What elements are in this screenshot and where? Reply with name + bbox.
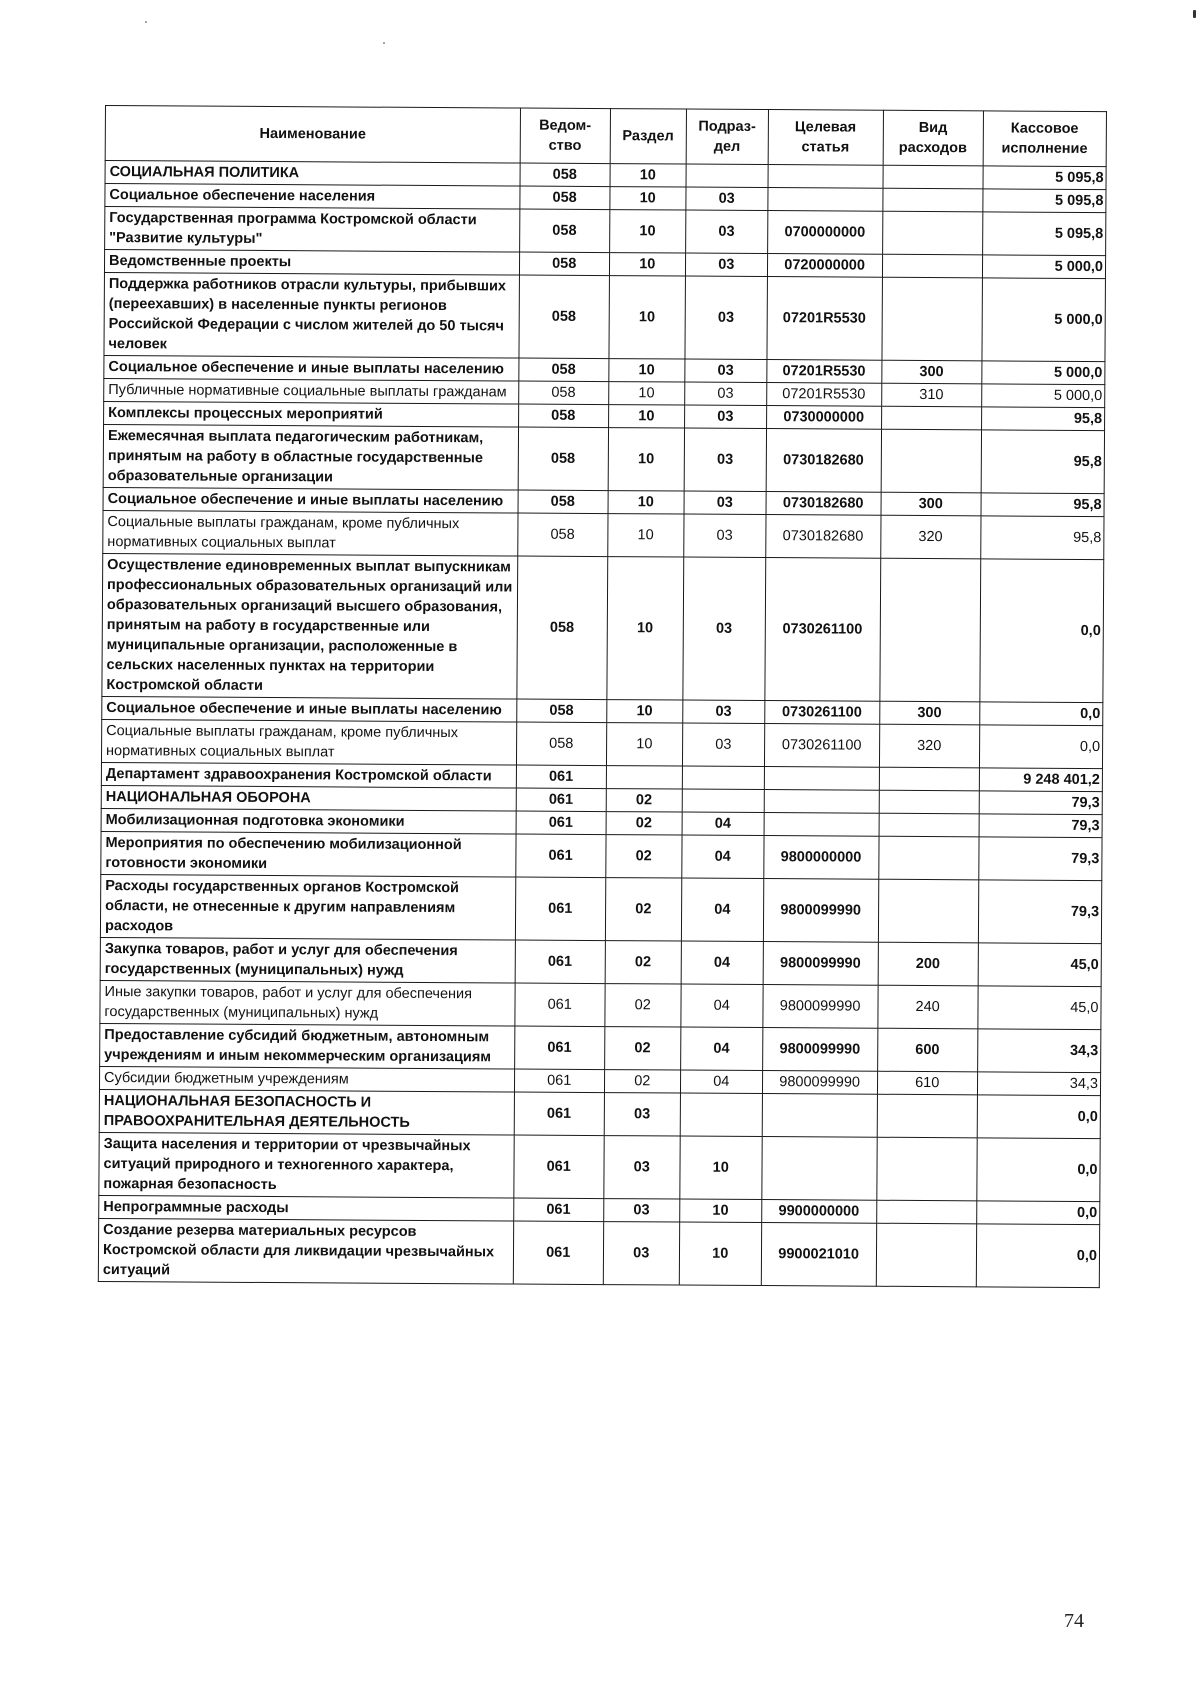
- row-department: 058: [519, 209, 609, 253]
- table-row: [103, 510, 1104, 559]
- row-target-item: [762, 1094, 877, 1138]
- row-section: 03: [603, 1199, 680, 1222]
- row-department: 058: [518, 404, 608, 428]
- table-row: [105, 207, 1106, 256]
- row-expense-type: 600: [877, 1028, 977, 1072]
- row-target-item: [764, 790, 879, 814]
- row-target-item: 0730000000: [766, 406, 881, 430]
- row-cash-execution: 95,8: [981, 430, 1105, 494]
- row-section: 10: [606, 723, 683, 766]
- row-department: 061: [515, 983, 605, 1027]
- row-subsection: 10: [680, 1199, 762, 1222]
- row-target-item: 9800099990: [763, 879, 879, 943]
- row-expense-type: [876, 1200, 976, 1224]
- row-expense-type: [877, 1137, 977, 1201]
- row-subsection: 03: [683, 700, 765, 723]
- row-target-item: 9800099990: [763, 942, 878, 986]
- row-name: Государственная программа Костромской области "Развитие культуры": [105, 207, 520, 253]
- header-section: Раздел: [610, 109, 687, 164]
- row-cash-execution: 95,8: [980, 516, 1104, 560]
- row-subsection: 04: [680, 1070, 762, 1093]
- row-cash-execution: 79,3: [979, 814, 1103, 838]
- row-expense-type: [878, 879, 978, 943]
- row-department: 061: [515, 877, 605, 941]
- row-expense-type: [879, 813, 979, 837]
- row-name: Поддержка работников отрасли культуры, прибывших (переехавших) в населенные пункты регионов Российской Федерации с числом жителей до 50 тысяч человек: [104, 272, 519, 358]
- row-target-item: 0730261100: [764, 701, 879, 725]
- row-subsection: 10: [680, 1136, 762, 1199]
- row-cash-execution: 0,0: [976, 1201, 1100, 1225]
- row-cash-execution: 0,0: [979, 702, 1103, 726]
- table-row: [101, 831, 1102, 880]
- row-name: Иные закупки товаров, работ и услуг для обеспечения государственных (муниципальных) нужд: [100, 980, 515, 1026]
- row-target-item: 9800000000: [763, 836, 878, 880]
- row-name: Публичные нормативные социальные выплаты гражданам: [104, 378, 519, 404]
- row-section: 02: [605, 835, 682, 878]
- row-section: 03: [604, 1093, 681, 1136]
- table-header-row: [105, 106, 1106, 167]
- scan-speck: [383, 42, 385, 44]
- row-cash-execution: 0,0: [977, 1095, 1101, 1139]
- row-name: СОЦИАЛЬНАЯ ПОЛИТИКА: [105, 161, 520, 187]
- row-expense-type: 300: [879, 701, 979, 725]
- row-section: 10: [606, 557, 683, 700]
- header-expense-type: Вид расходов: [883, 110, 983, 166]
- row-cash-execution: 0,0: [979, 725, 1103, 769]
- row-target-item: 07201R5530: [766, 277, 882, 361]
- row-name: Социальное обеспечение населения: [105, 184, 520, 210]
- row-target-item: [761, 1137, 877, 1201]
- table-row: [100, 1023, 1101, 1072]
- table-row: [100, 980, 1101, 1029]
- row-section: 10: [609, 187, 686, 210]
- row-target-item: 0730261100: [764, 558, 880, 702]
- row-name: Социальное обеспечение и иные выплаты населению: [104, 355, 519, 381]
- row-subsection: 03: [683, 557, 765, 700]
- row-section: 10: [609, 210, 686, 253]
- row-department: 061: [516, 788, 606, 812]
- row-subsection: [682, 766, 764, 789]
- row-subsection: 03: [684, 491, 766, 514]
- row-name: Ведомственные проекты: [104, 250, 519, 276]
- row-subsection: 03: [684, 428, 766, 491]
- row-expense-type: [881, 406, 981, 430]
- row-name: Создание резерва материальных ресурсов Костромской области для ликвидации чрезвычайных ситуаций: [98, 1218, 513, 1284]
- row-cash-execution: 34,3: [977, 1072, 1101, 1096]
- row-cash-execution: 5 000,0: [981, 361, 1105, 385]
- row-target-item: 0730182680: [765, 515, 880, 559]
- row-target-item: 9800099990: [762, 1071, 877, 1095]
- row-expense-type: [883, 188, 983, 212]
- row-subsection: 03: [685, 359, 767, 382]
- row-section: [606, 766, 683, 789]
- table-row: [100, 874, 1101, 943]
- row-section: 10: [608, 428, 685, 491]
- row-department: 058: [519, 275, 609, 359]
- row-name: Комплексы процессных мероприятий: [104, 401, 519, 427]
- row-expense-type: [879, 790, 979, 814]
- row-expense-type: [882, 254, 982, 278]
- row-subsection: [686, 164, 768, 187]
- row-name: Социальные выплаты гражданам, кроме публичных нормативных социальных выплат: [101, 719, 516, 765]
- row-expense-type: 300: [881, 492, 981, 516]
- row-section: 03: [603, 1222, 680, 1285]
- row-cash-execution: 45,0: [977, 986, 1101, 1030]
- table-row: [102, 553, 1104, 702]
- row-section: 10: [608, 491, 685, 514]
- row-department: 058: [516, 722, 606, 766]
- row-target-item: [767, 188, 882, 212]
- header-target-item: Целевая статья: [768, 110, 884, 166]
- row-section: 02: [605, 878, 682, 941]
- row-name: Закупка товаров, работ и услуг для обеспечения государственных (муниципальных) нужд: [100, 937, 515, 983]
- row-expense-type: [882, 277, 982, 361]
- row-subsection: 03: [682, 723, 764, 766]
- table-row: [101, 719, 1102, 768]
- row-section: 03: [603, 1136, 680, 1199]
- header-cash-execution: Кассовое исполнение: [983, 111, 1107, 167]
- row-department: 061: [514, 1092, 604, 1136]
- row-name: Расходы государственных органов Костромской области, не отнесенные к другим направлениям расходов: [100, 874, 515, 940]
- row-subsection: 03: [685, 276, 767, 359]
- row-name: Мобилизационная подготовка экономики: [101, 808, 516, 834]
- row-cash-execution: 95,8: [981, 407, 1105, 431]
- row-target-item: 07201R5530: [766, 360, 881, 384]
- row-department: 058: [519, 358, 609, 382]
- row-cash-execution: 5 000,0: [981, 384, 1105, 408]
- row-cash-execution: 79,3: [979, 791, 1103, 815]
- row-target-item: 0730182680: [766, 492, 881, 516]
- row-subsection: 10: [679, 1222, 761, 1285]
- row-subsection: 04: [681, 1027, 763, 1070]
- row-department: 061: [514, 1198, 604, 1222]
- row-expense-type: [880, 558, 981, 702]
- row-target-item: 07201R5530: [766, 383, 881, 407]
- row-subsection: 03: [686, 187, 768, 210]
- row-department: 058: [517, 699, 607, 723]
- row-department: 058: [519, 252, 609, 276]
- row-expense-type: [876, 1223, 976, 1287]
- row-cash-execution: 95,8: [981, 493, 1105, 517]
- row-expense-type: [881, 429, 981, 493]
- row-cash-execution: 79,3: [978, 837, 1102, 881]
- row-subsection: 03: [685, 382, 767, 405]
- header-name: Наименование: [105, 106, 520, 164]
- row-target-item: 0700000000: [767, 211, 882, 255]
- row-name: Ежемесячная выплата педагогическим работникам, принятым на работу в областные государственные образовательные организации: [103, 424, 518, 490]
- row-section: 10: [607, 514, 684, 557]
- header-department: Ведом- ство: [520, 108, 610, 164]
- table-row: [99, 1132, 1100, 1201]
- table-body: [98, 161, 1106, 1288]
- row-name: Социальные выплаты гражданам, кроме публичных нормативных социальных выплат: [103, 510, 518, 556]
- row-name: Предоставление субсидий бюджетным, автономным учреждениям и иным некоммерческим организациям: [100, 1023, 515, 1069]
- row-section: 02: [604, 984, 681, 1027]
- row-subsection: 04: [682, 812, 764, 835]
- row-expense-type: 320: [879, 724, 979, 768]
- row-name: Социальное обеспечение и иные выплаты населению: [102, 696, 517, 722]
- row-section: 02: [606, 789, 683, 812]
- header-subsection: Подраз- дел: [686, 109, 768, 164]
- row-cash-execution: 9 248 401,2: [979, 768, 1103, 792]
- table-row: [99, 1089, 1100, 1138]
- row-name: Мероприятия по обеспечению мобилизационной готовности экономики: [101, 831, 516, 877]
- budget-execution-table: [98, 105, 1107, 1288]
- row-section: 10: [608, 359, 685, 382]
- row-subsection: [680, 1093, 762, 1136]
- row-section: 02: [606, 812, 683, 835]
- row-subsection: 03: [684, 514, 766, 557]
- row-name: Социальное обеспечение и иные выплаты населению: [103, 487, 518, 513]
- row-name: Субсидии бюджетным учреждениям: [99, 1066, 514, 1092]
- row-name: Непрограммные расходы: [99, 1195, 514, 1221]
- row-cash-execution: 5 095,8: [983, 166, 1107, 190]
- row-department: 058: [520, 186, 610, 210]
- row-section: 10: [609, 253, 686, 276]
- row-subsection: 04: [682, 835, 764, 878]
- row-cash-execution: 5 000,0: [982, 255, 1106, 279]
- table-row: [100, 937, 1101, 986]
- row-expense-type: 300: [882, 360, 982, 384]
- table-row: [103, 424, 1104, 493]
- row-department: 061: [514, 1069, 604, 1093]
- row-target-item: 0730182680: [766, 429, 882, 493]
- row-cash-execution: 79,3: [978, 880, 1102, 944]
- row-section: 02: [604, 1070, 681, 1093]
- row-section: 02: [604, 1027, 681, 1070]
- row-name: Департамент здравоохранения Костромской области: [101, 762, 516, 788]
- row-expense-type: [879, 767, 979, 791]
- row-department: 061: [514, 1026, 604, 1070]
- row-expense-type: 240: [878, 985, 978, 1029]
- row-target-item: 9900000000: [761, 1200, 876, 1224]
- row-subsection: 03: [685, 253, 767, 276]
- page-number: 74: [1064, 1610, 1084, 1632]
- row-name: Защита населения и территории от чрезвычайных ситуаций природного и техногенного характера, пожарная безопасность: [99, 1132, 514, 1198]
- row-section: 10: [610, 164, 687, 187]
- row-department: 058: [518, 513, 608, 557]
- row-expense-type: [883, 165, 983, 189]
- row-name: Осуществление единовременных выплат выпускникам профессиональных образовательных организаций или образовательных организаций высшего образования, принятым на работу в государственные или муниципальные организации, расположенные в сельских населенных пунктах на территории Костромской области: [102, 553, 518, 699]
- scan-speck: [1193, 10, 1196, 18]
- row-expense-type: 610: [877, 1071, 977, 1095]
- row-section: 10: [608, 405, 685, 428]
- row-target-item: 0730261100: [764, 724, 879, 768]
- row-target-item: [768, 165, 883, 189]
- row-section: 10: [609, 276, 686, 359]
- row-name: НАЦИОНАЛЬНАЯ ОБОРОНА: [101, 785, 516, 811]
- row-target-item: 0720000000: [767, 254, 882, 278]
- row-name: НАЦИОНАЛЬНАЯ БЕЗОПАСНОСТЬ И ПРАВООХРАНИТЕЛЬНАЯ ДЕЯТЕЛЬНОСТЬ: [99, 1089, 514, 1135]
- row-subsection: 03: [686, 210, 768, 253]
- row-cash-execution: 0,0: [976, 1138, 1100, 1202]
- row-department: 058: [519, 381, 609, 405]
- scan-speck: [145, 21, 147, 23]
- row-expense-type: [878, 836, 978, 880]
- row-department: 058: [520, 163, 610, 187]
- row-cash-execution: 5 095,8: [982, 212, 1106, 256]
- row-department: 061: [516, 811, 606, 835]
- row-department: 061: [514, 1135, 604, 1199]
- table-row: [104, 272, 1105, 361]
- row-department: 061: [513, 1221, 603, 1285]
- row-cash-execution: 0,0: [976, 1224, 1100, 1288]
- row-department: 058: [518, 490, 608, 514]
- table-row: [98, 1218, 1099, 1287]
- row-expense-type: 310: [881, 383, 981, 407]
- row-section: 10: [606, 700, 683, 723]
- row-cash-execution: 45,0: [978, 943, 1102, 987]
- row-section: 02: [605, 941, 682, 984]
- row-subsection: 04: [681, 941, 763, 984]
- row-expense-type: 200: [878, 942, 978, 986]
- row-cash-execution: 34,3: [977, 1029, 1101, 1073]
- row-department: 061: [515, 940, 605, 984]
- row-expense-type: [877, 1094, 977, 1138]
- row-expense-type: 320: [880, 515, 980, 559]
- row-subsection: [682, 789, 764, 812]
- row-subsection: 04: [681, 984, 763, 1027]
- row-target-item: 9800099990: [762, 985, 877, 1029]
- row-department: 058: [518, 427, 608, 491]
- row-target-item: [764, 813, 879, 837]
- row-target-item: [764, 767, 879, 791]
- row-cash-execution: 0,0: [979, 559, 1103, 703]
- row-section: 10: [608, 382, 685, 405]
- row-department: 061: [516, 834, 606, 878]
- row-expense-type: [882, 211, 982, 255]
- row-cash-execution: 5 000,0: [982, 278, 1106, 362]
- row-subsection: 03: [685, 405, 767, 428]
- row-department: 058: [517, 556, 608, 700]
- row-target-item: 9900021010: [761, 1223, 877, 1287]
- row-department: 061: [516, 765, 606, 789]
- row-subsection: 04: [681, 878, 763, 941]
- row-cash-execution: 5 095,8: [982, 189, 1106, 213]
- row-target-item: 9800099990: [762, 1028, 877, 1072]
